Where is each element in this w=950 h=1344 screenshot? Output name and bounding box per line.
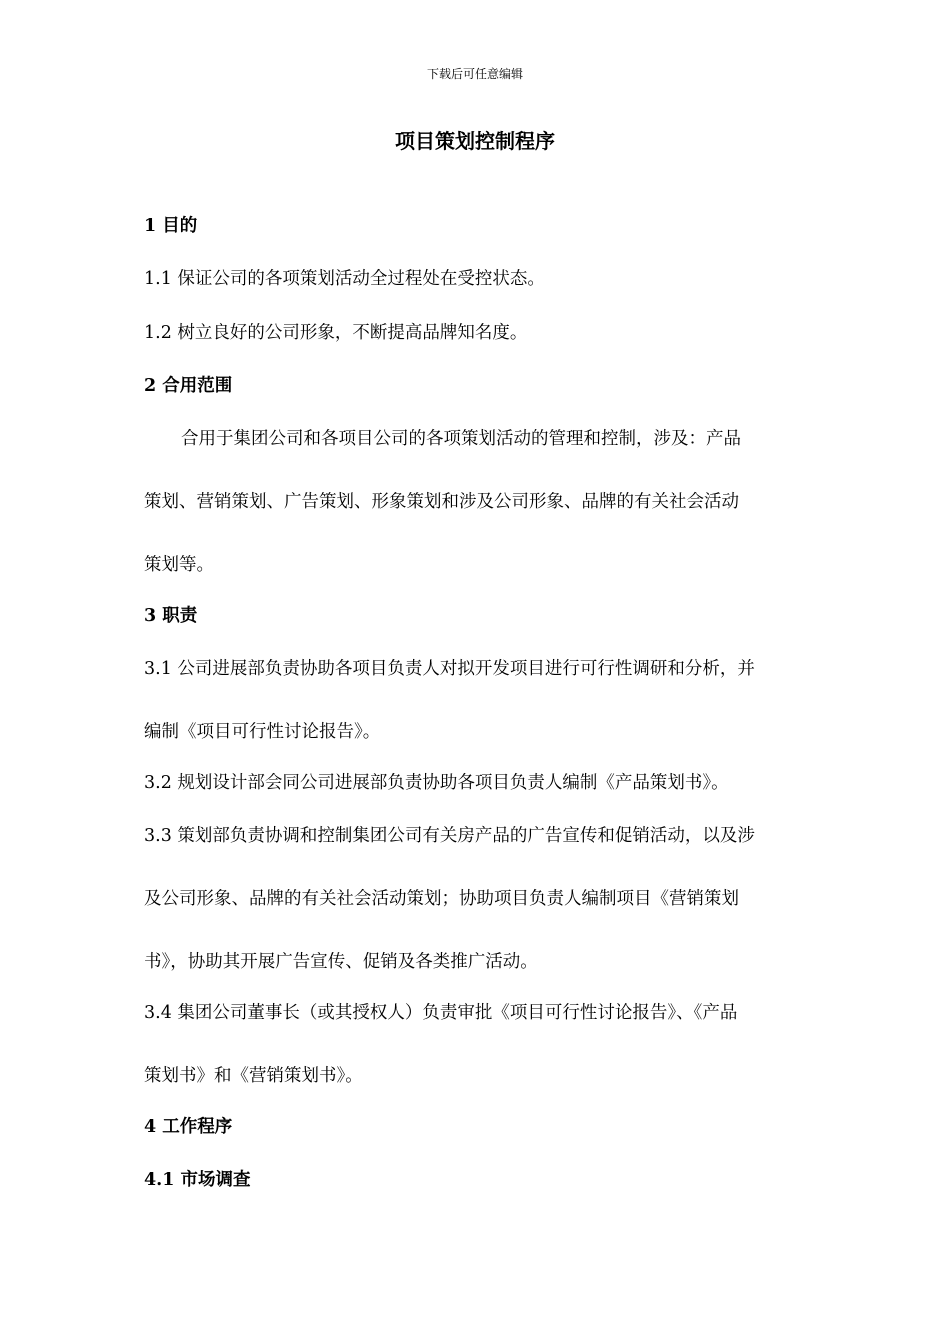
- scope-line-2: 策划、营销策划、广告策划、形象策划和涉及公司形象、品牌的有关社会活动: [144, 492, 739, 512]
- subsection-heading-market-survey: 4.1 市场调查: [144, 1170, 251, 1190]
- paragraph-3-1-line-2: 编制《项目可行性讨论报告》。: [144, 722, 381, 742]
- paragraph-3-1-line-1: 3.1 公司进展部负责协助各项目负责人对拟开发项目进行可行性调研和分析，并: [144, 659, 755, 679]
- section-heading-procedure: 4 工作程序: [144, 1117, 233, 1137]
- paragraph-3-4-line-1: 3.4 集团公司董事长（或其授权人）负责审批《项目可行性讨论报告》、《产品: [144, 1003, 738, 1023]
- paragraph-3-4-line-2: 策划书》和《营销策划书》。: [144, 1066, 363, 1086]
- paragraph-3-2: 3.2 规划设计部会同公司进展部负责协助各项目负责人编制《产品策划书》。: [144, 773, 729, 793]
- paragraph-1-1: 1.1 保证公司的各项策划活动全过程处在受控状态。: [144, 269, 545, 289]
- paragraph-3-3-line-1: 3.3 策划部负责协调和控制集团公司有关房产品的广告宣传和促销活动，以及涉: [144, 826, 755, 846]
- paragraph-3-3-line-3: 书》，协助其开展广告宣传、促销及各类推广活动。: [144, 952, 538, 972]
- scope-line-1: 合用于集团公司和各项目公司的各项策划活动的管理和控制，涉及：产品: [181, 429, 741, 449]
- section-heading-responsibilities: 3 职责: [144, 606, 198, 626]
- paragraph-1-2: 1.2 树立良好的公司形象，不断提高品牌知名度。: [144, 323, 528, 343]
- document-title: 项目策划控制程序: [395, 129, 555, 153]
- paragraph-3-3-line-2: 及公司形象、品牌的有关社会活动策划；协助项目负责人编制项目《营销策划: [144, 889, 739, 909]
- section-heading-purpose: 1 目的: [144, 216, 198, 236]
- header-note: 下载后可任意编辑: [426, 67, 523, 81]
- section-heading-scope: 2 合用范围: [144, 376, 233, 396]
- scope-line-3: 策划等。: [144, 555, 214, 575]
